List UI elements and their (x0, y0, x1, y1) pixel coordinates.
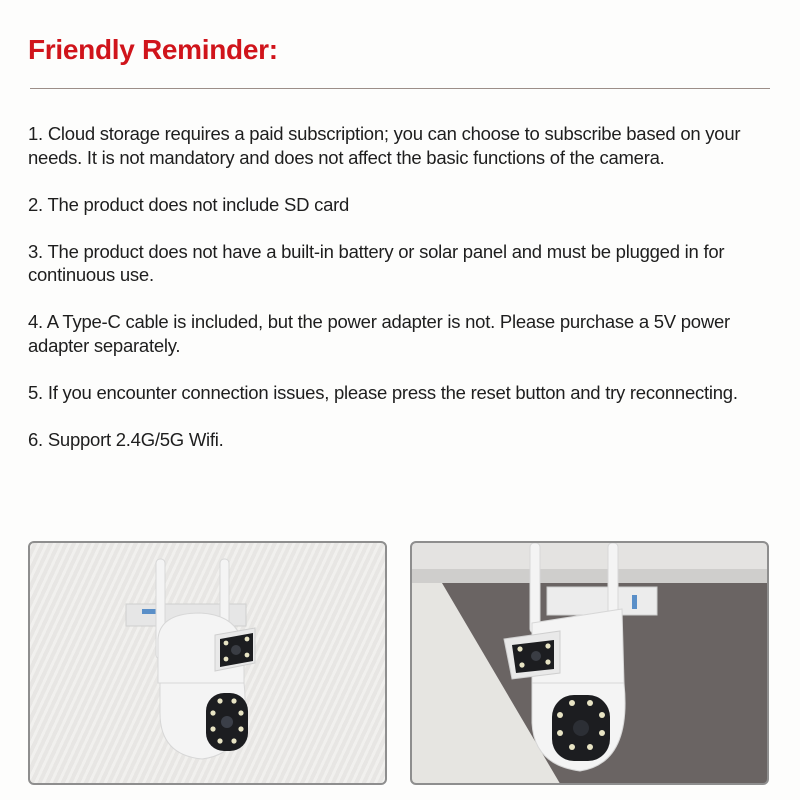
camera-illustration-icon (412, 543, 769, 785)
reminder-list (28, 122, 778, 475)
reminder-item: 2. The product does not include SD card (28, 193, 350, 215)
camera-illustration-icon (30, 543, 387, 785)
reminder-item: 6. Support 2.4G/5G Wifi. (28, 428, 224, 450)
reminder-item: 1. Cloud storage requires a paid subscription; you can choose to subscribe based on your needs. It is not mandatory and does not affect the basic functions of the camera. (28, 123, 741, 168)
reminder-item: 3. The product does not have a built-in battery or solar panel and must be plugged in for continuous use. (28, 240, 725, 285)
product-photo-wall-mount (28, 541, 387, 785)
reminder-item: 4. A Type-C cable is included, but the power adapter is not. Please purchase a 5V power adapter separately. (28, 311, 730, 356)
product-photo-ceiling-mount (410, 541, 769, 785)
reminder-item: 5. If you encounter connection issues, please press the reset button and try reconnecting. (28, 381, 738, 403)
title-divider (30, 88, 770, 89)
page-title: Friendly Reminder: (28, 34, 278, 65)
